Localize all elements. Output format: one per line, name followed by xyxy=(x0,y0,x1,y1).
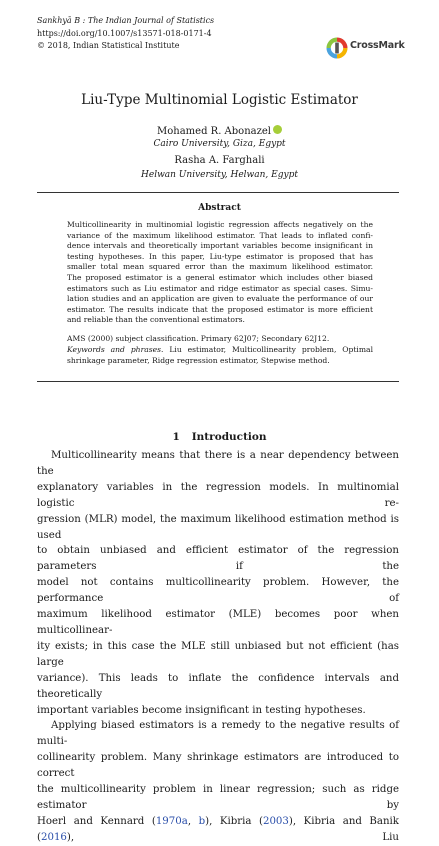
abstract-line: and reliable than the conventional estimators. xyxy=(67,315,245,325)
body-line: explanatory variables in the regression models. In multinomial logistic re- xyxy=(37,481,399,509)
author-2: Rasha A. Farghali xyxy=(174,155,265,166)
abstract-top-rule xyxy=(37,192,399,193)
abstract-heading: Abstract xyxy=(198,203,241,213)
abstract-line: lation studies and an application are given to evaluate the performance of our xyxy=(67,294,373,304)
copyright: © 2018, Indian Statistical Institute xyxy=(37,41,180,50)
abstract-bottom-rule xyxy=(37,381,399,382)
author-2-affiliation: Helwan University, Helwan, Egypt xyxy=(141,170,298,180)
body-text xyxy=(37,448,399,846)
body-line: to obtain unbiased and efficient estimator of the regression parameters if the xyxy=(37,545,399,573)
crossmark-icon xyxy=(326,36,348,60)
abstract-line: smaller total mean squared error than the maximum likelihood estimator. xyxy=(67,262,373,272)
author-name: Mohamed R. Abonazel xyxy=(157,126,271,137)
paragraph-1 xyxy=(37,448,399,718)
abstract-line: estimators such as Liu estimator and ridge estimator as special cases. Simu- xyxy=(67,283,373,293)
text-run: Hoerl and Kennard ( xyxy=(37,815,156,827)
keywords-line-2: shrinkage parameter, Ridge regression estimator, Stepwise method. xyxy=(67,356,330,365)
keywords-line-1 xyxy=(67,345,373,356)
body-line: Multicollinearity means that there is a near dependency between the xyxy=(37,450,399,477)
abstract-line: Multicollinearity in multinomial logistic regression affects negatively on the xyxy=(67,220,373,229)
body-line: variance). This leads to inflate the confidence intervals and theoretically xyxy=(37,672,399,700)
journal-name: Sankhyā B : The Indian Journal of Statistics xyxy=(37,16,215,25)
abstract-line: estimator. The results indicate that the proposed estimator is more efficient xyxy=(67,304,373,314)
paragraph-2 xyxy=(37,718,399,845)
text-run: ), Kibria ( xyxy=(205,815,263,827)
citation-link[interactable]: 1970a xyxy=(155,815,188,827)
abstract-line: The proposed estimator is a general estimator which includes other biased xyxy=(67,272,373,282)
abstract-line: testing hypotheses. In this paper, Liu-type estimator is proposed that has xyxy=(67,251,373,261)
body-line: Applying biased estimators is a remedy to the negative results of multi- xyxy=(37,720,399,748)
abstract-body xyxy=(67,220,373,326)
journal-info xyxy=(37,15,214,53)
crossmark-label: CrossMark xyxy=(350,40,405,51)
text-run: ), Kibria and Banik ( xyxy=(37,815,399,843)
body-line: the multicollinearity problem in linear regression; such as ridge estimator by xyxy=(37,784,399,811)
orcid-icon[interactable] xyxy=(273,125,282,134)
doi-link[interactable]: https://doi.org/10.1007/s13571-018-0171-4 xyxy=(37,28,212,38)
body-line: important variables become insignificant in testing hypotheses. xyxy=(37,704,366,716)
body-line: model not contains multicollinearity problem. However, the performance of xyxy=(37,577,399,605)
body-line-citations xyxy=(37,814,399,846)
citation-link[interactable]: 2016 xyxy=(40,831,67,843)
keywords-label: Keywords and phrases. xyxy=(67,345,164,354)
abstract-line: variance of the maximum likelihood estimator. That leads to inflated confi- xyxy=(67,230,373,240)
text-run: ), Liu xyxy=(66,831,399,843)
crossmark-logo[interactable] xyxy=(326,36,406,60)
author-1 xyxy=(0,125,439,138)
section-title: Introduction xyxy=(191,431,267,443)
keywords-text: Liu estimator, Multicollinearity problem, Optimal xyxy=(163,345,373,354)
text-run: , xyxy=(187,815,199,827)
citation-link[interactable]: 2003 xyxy=(262,815,289,827)
abstract-line: dence intervals and theoretically important variables become insignificant in xyxy=(67,241,373,251)
body-line: maximum likelihood estimator (MLE) becomes poor when multicollinear- xyxy=(37,609,399,636)
ams-classification: AMS (2000) subject classification. Primary 62J07; Secondary 62J12. xyxy=(67,334,330,343)
body-line: ity exists; in this case the MLE still unbiased but not efficient (has large xyxy=(37,640,399,668)
author-1-affiliation: Cairo University, Giza, Egypt xyxy=(153,139,286,149)
paper-title: Liu-Type Multinomial Logistic Estimator xyxy=(81,92,358,108)
section-number: 1 xyxy=(172,431,180,443)
body-line: collinearity problem. Many shrinkage estimators are introduced to correct xyxy=(37,752,399,780)
section-heading xyxy=(0,431,439,443)
body-line: gression (MLR) model, the maximum likelihood estimation method is used xyxy=(37,513,399,541)
citation-link[interactable]: b xyxy=(198,815,206,827)
